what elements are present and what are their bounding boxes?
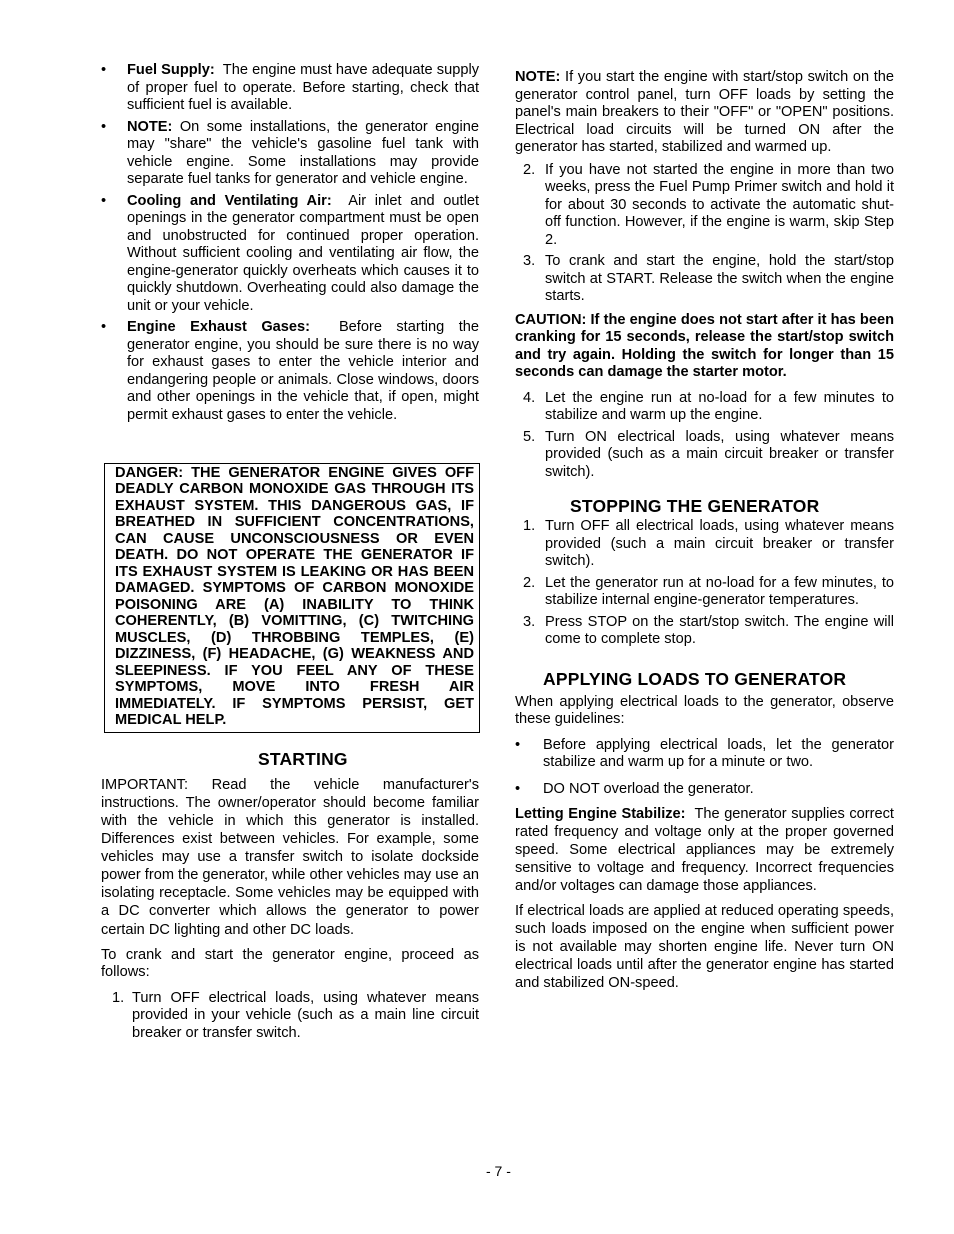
step-text: Let the engine run at no-load for a few minutes to stabilize and warm up the engine. <box>545 389 894 423</box>
letting-paragraph <box>515 805 894 895</box>
list-item <box>515 429 894 482</box>
letting-label: Letting Engine Stabilize: <box>515 806 686 822</box>
bullet-icon: • <box>101 62 107 78</box>
letting-text: The generator supplies correct rated frequency and voltage only at the proper governed speed. Some electrical appliances may be extremely sensitive to voltage and frequency. Incorrect frequencies and/or voltages can damage those appliances. <box>515 806 894 895</box>
step-text: Press STOP on the start/stop switch. The engine will come to complete stop. <box>545 613 894 647</box>
stopping-steps <box>515 518 894 649</box>
step-text: Turn ON electrical loads, using whatever means provided (such as a main circuit breaker or transfer switch). <box>545 428 894 480</box>
list-item <box>101 319 479 424</box>
starting-steps <box>101 990 479 1043</box>
step-number: 3. <box>523 253 536 269</box>
item-label: Fuel Supply: <box>127 62 215 78</box>
item-text: Before applying electrical loads, let the generator stabilize and warm up for a minute or two. <box>543 736 894 770</box>
page-number: - 7 - <box>486 1163 511 1179</box>
caution-paragraph: CAUTION: If the engine does not start after it has been cranking for 15 seconds, release the start/stop switch and try again. Holding the switch for longer than 15 seconds can damage the starter motor. <box>515 311 894 380</box>
step-text: Let the generator run at no-load for a few minutes, to stabilize internal engine-generator temperatures. <box>545 574 894 608</box>
item-text: Before starting the generator engine, you should be sure there is no way for exhaust gases to enter the vehicle interior and endangering people or animals. Close windows, doors and other openings in the vehicle that, if open, might permit exhaust gases to enter the vehicle. <box>127 319 479 423</box>
stopping-heading: STOPPING THE GENERATOR <box>570 496 820 516</box>
crank-intro: To crank and start the generator engine, proceed as follows: <box>101 946 479 981</box>
item-text: Air inlet and outlet openings in the generator compartment must be open and unobstructed for continued proper operation. Without sufficient cooling and ventilating air flow, the engine-generator quickly overheats which causes it to quickly shutdown. Overheating could also damage the unit or your vehicle. <box>127 192 480 314</box>
applying-heading: APPLYING LOADS TO GENERATOR <box>543 668 847 689</box>
step-number: 2. <box>523 574 536 591</box>
starting-steps-continued <box>515 162 894 306</box>
starting-steps-final <box>515 390 894 482</box>
note-paragraph <box>515 69 894 157</box>
list-item <box>515 253 894 306</box>
applying-guidelines <box>515 737 894 799</box>
bullet-icon: • <box>101 319 107 335</box>
item-text: DO NOT overload the generator. <box>543 780 754 797</box>
prestart-checklist <box>101 62 479 424</box>
step-text: To crank and start the engine, hold the start/stop switch at START. Release the switch when the engine starts. <box>545 253 894 304</box>
item-label: Cooling and Ventilating Air: <box>127 192 332 209</box>
bullet-icon: • <box>101 118 107 135</box>
step-number: 1. <box>523 518 536 534</box>
list-item <box>515 575 894 610</box>
step-number: 3. <box>523 613 536 630</box>
step-text: Turn OFF all electrical loads, using whatever means provided (such a main circuit breaker or transfer switch). <box>545 518 894 569</box>
bullet-icon: • <box>515 780 521 797</box>
starting-heading: STARTING <box>258 748 348 769</box>
step-number: 2. <box>523 161 536 178</box>
list-item <box>515 614 894 649</box>
step-number: 4. <box>523 389 536 406</box>
right-column <box>515 69 894 992</box>
list-item <box>101 990 479 1043</box>
step-text: If you have not started the engine in more than two weeks, press the Fuel Pump Primer switch and hold it for about 30 seconds to activate the automatic shut-off function. However, if the engine is warm, skip Step 2. <box>545 161 894 248</box>
note-text: If you start the engine with start/stop switch on the generator control panel, turn OFF loads by setting the panel's main breakers to their "OFF" or "OPEN" positions. Electrical load circuits will be turned ON after the generator has started, stabilized and warmed up. <box>515 69 894 155</box>
item-label: Engine Exhaust Gases: <box>127 319 311 335</box>
danger-warning-box: DANGER: THE GENERATOR ENGINE GIVES OFF DEADLY CARBON MONOXIDE GAS THROUGH ITS EXHAUST SYSTEM. THIS DANGEROUS GAS, IF BREATHED IN SUFFICIENT CONCENTRATIONS, CAN CAUSE UNCONSCIOUSNESS OR EVEN DEATH. DO NOT OPERATE THE GENERATOR IF ITS EXHAUST SYSTEM IS LEAKING OR HAS BEEN DAMAGED. SYMPTOMS OF CARBON MONOXIDE POISONING ARE (A) INABILITY TO THINK COHERENTLY, (B) VOMITTING, (C) TWITCHING MUSCLES, (D) THROBBING TEMPLES, (E) DIZZINESS, (F) HEADACHE, (G) WEAKNESS AND SLEEPINESS. IF YOU FEEL ANY OF THESE SYMPTOMS, MOVE INTO FRESH AIR IMMEDIATELY. IF SYMPTOMS PERSIST, GET MEDICAL HELP. <box>104 463 480 733</box>
step-text: Turn OFF electrical loads, using whatever means provided in your vehicle (such as a main line circuit breaker or transfer switch. <box>132 989 479 1041</box>
applying-intro: When applying electrical loads to the generator, observe these guidelines: <box>515 693 894 727</box>
step-number: 1. <box>112 989 125 1006</box>
list-item <box>515 518 894 571</box>
reduced-speed-paragraph: If electrical loads are applied at reduced operating speeds, such loads imposed on the engine when sufficient power is not available may shorten engine life. Never turn ON electrical loads until after the generator engine has started and stabilized ON-speed. <box>515 903 894 991</box>
list-item <box>101 119 479 189</box>
list-item <box>515 737 894 772</box>
list-item <box>101 193 479 316</box>
bullet-icon: • <box>515 736 521 753</box>
item-label: NOTE: <box>127 118 173 135</box>
item-text: The engine must have adequate supply of proper fuel to operate. Before starting, check that sufficient fuel is available. <box>127 62 479 113</box>
step-number: 5. <box>523 428 536 445</box>
important-paragraph: IMPORTANT: Read the vehicle manufacturer's instructions. The owner/operator should become familiar with the vehicle in which this generator is installed. Differences exist between vehicles. For example, some vehicles may use a transfer switch to isolate dockside power from the generator, while other vehicles may use an isolating receptacle. Some vehicles may be equipped with a DC converter which allows the generator to power certain DC lighting and other DC loads. <box>101 776 480 938</box>
left-column <box>101 62 479 1046</box>
item-text: On some installations, the generator engine may "share" the vehicle's gasoline fuel tank with vehicle engine. Some installations may provide separate fuel tanks for generator and vehicle engine. <box>127 118 479 187</box>
bullet-icon: • <box>101 192 107 209</box>
list-item <box>101 62 479 115</box>
list-item <box>515 781 894 799</box>
list-item <box>515 162 894 250</box>
note-label: NOTE: <box>515 69 561 85</box>
list-item <box>515 390 894 425</box>
